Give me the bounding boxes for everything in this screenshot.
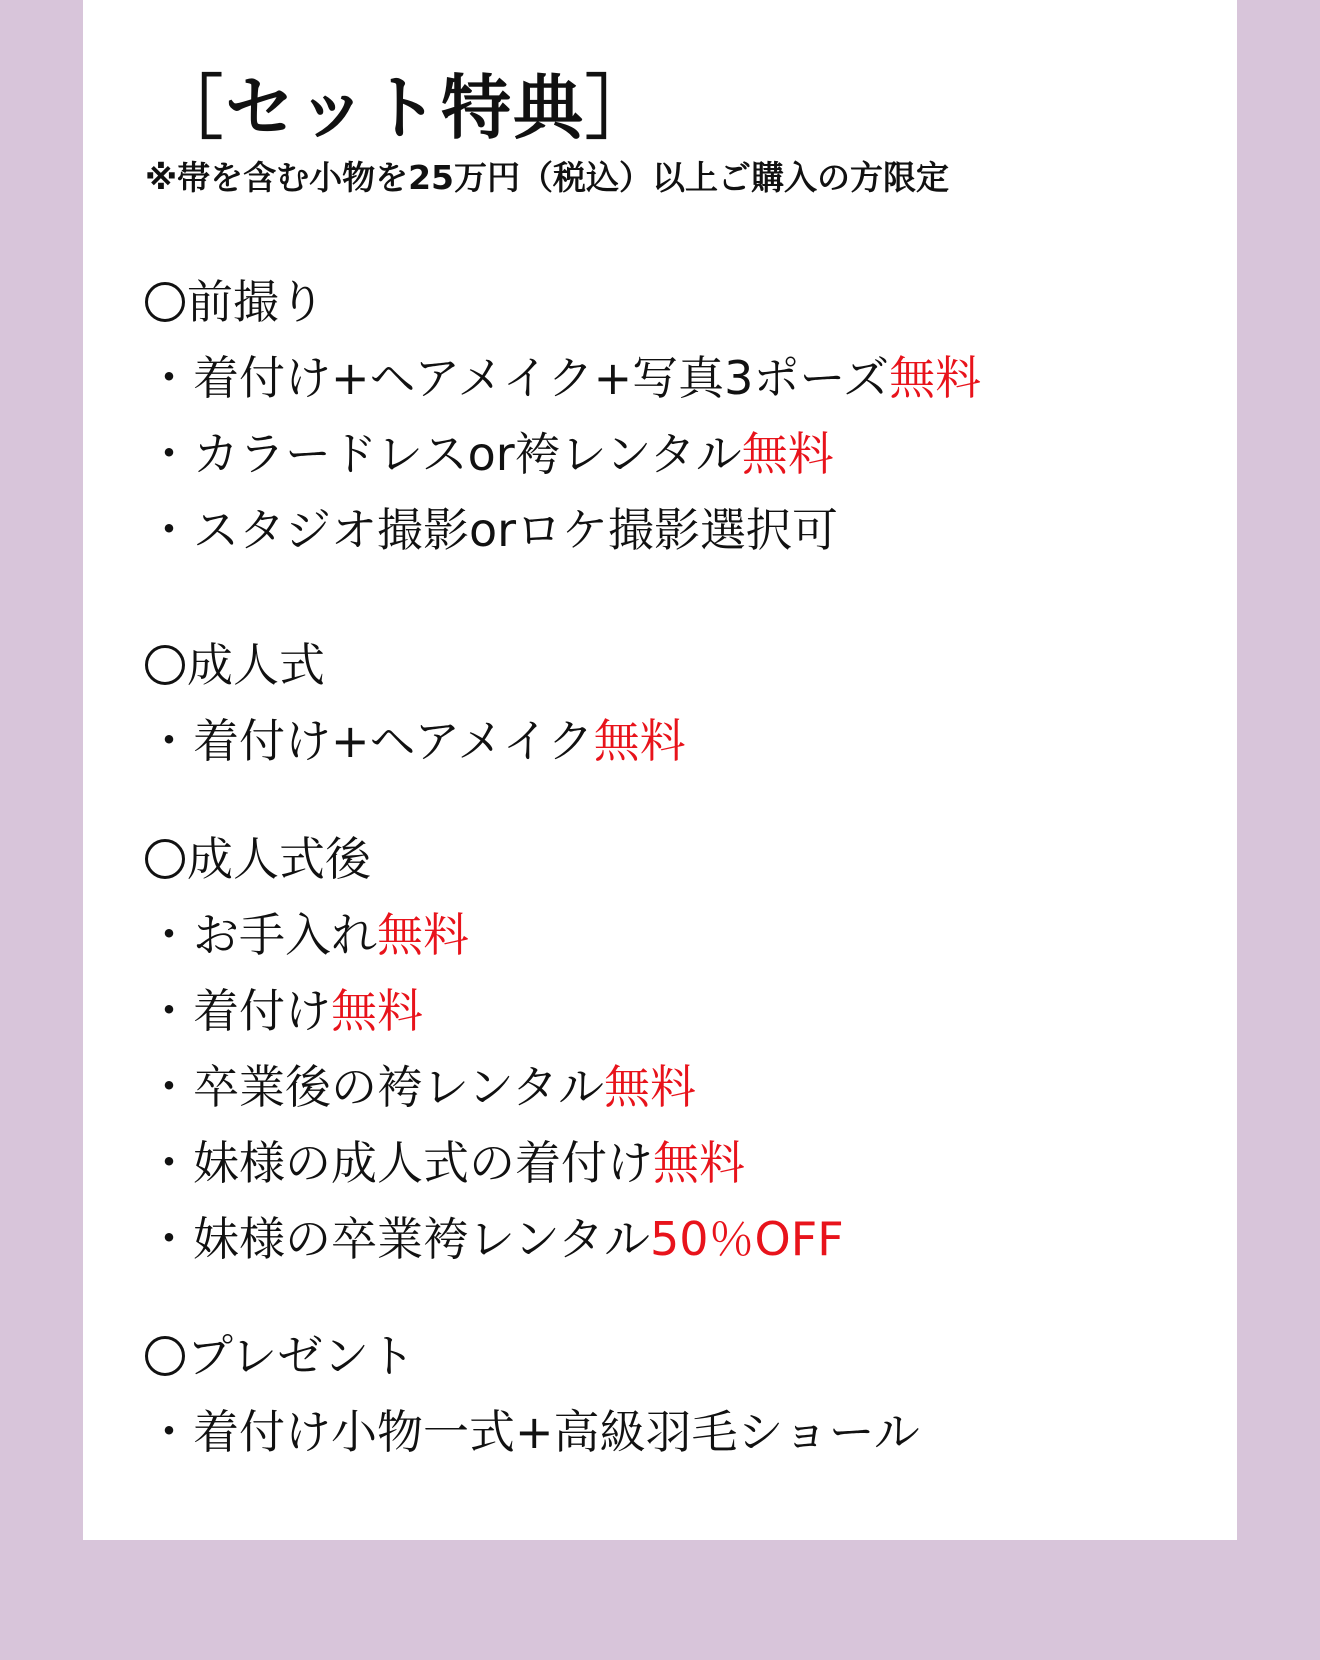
item-text: カラードレスor袴レンタル <box>193 427 742 481</box>
list-item <box>145 703 1205 779</box>
list-item <box>145 416 1205 492</box>
item-highlight: 無料 <box>604 1060 697 1114</box>
section-maedori <box>145 264 1205 568</box>
bullet-icon: ・ <box>146 1060 192 1114</box>
item-highlight: 無料 <box>377 908 469 962</box>
item-highlight: 50％OFF <box>650 1212 844 1266</box>
eligibility-note: ※帯を含む小物を25万円（税込）以上ご購入の方限定 <box>145 158 950 197</box>
item-text: 卒業後の袴レンタル <box>193 1060 605 1114</box>
item-text: 妹様の卒業袴レンタル <box>193 1212 651 1266</box>
bullet-icon: ・ <box>146 714 192 768</box>
section-after-seijinshiki <box>145 821 1205 1277</box>
circle-icon <box>145 645 185 685</box>
list-item <box>145 973 1205 1049</box>
bullet-icon: ・ <box>146 908 192 962</box>
list-item <box>145 1394 1205 1470</box>
bullet-icon: ・ <box>146 351 192 405</box>
item-text: 着付け <box>193 984 331 1038</box>
item-text: お手入れ <box>193 908 377 962</box>
circle-icon <box>145 282 185 322</box>
item-text: 着付け+ヘアメイク <box>193 714 594 768</box>
page-title: ［セット特典］ <box>153 67 657 149</box>
item-text: 妹様の成人式の着付け <box>193 1136 653 1190</box>
item-highlight: 無料 <box>889 351 982 405</box>
section-heading <box>145 821 1205 897</box>
section-heading-label: 成人式後 <box>187 832 371 886</box>
section-heading-label: 成人式 <box>187 638 325 692</box>
list-item <box>145 897 1205 973</box>
bullet-icon: ・ <box>146 427 192 481</box>
item-highlight: 無料 <box>331 984 423 1038</box>
section-present <box>145 1318 1205 1470</box>
list-item <box>145 1125 1205 1201</box>
item-highlight: 無料 <box>593 714 686 768</box>
list-item <box>145 340 1205 416</box>
section-seijinshiki <box>145 627 1205 779</box>
benefits-card <box>83 0 1237 1540</box>
item-text: 着付け小物一式+高級羽毛ショール <box>193 1405 920 1459</box>
item-text: 着付け+ヘアメイク+写真3ポーズ <box>193 351 890 405</box>
bullet-icon: ・ <box>146 984 192 1038</box>
circle-icon <box>145 1336 185 1376</box>
bullet-icon: ・ <box>146 1136 192 1190</box>
section-heading <box>145 627 1205 703</box>
section-heading <box>145 1318 1205 1394</box>
bullet-icon: ・ <box>146 503 192 557</box>
section-heading <box>145 264 1205 340</box>
bullet-icon: ・ <box>146 1212 192 1266</box>
section-heading-label: 前撮り <box>187 275 325 329</box>
item-highlight: 無料 <box>741 427 834 481</box>
list-item <box>145 1201 1205 1277</box>
item-text: スタジオ撮影orロケ撮影選択可 <box>193 503 839 557</box>
list-item <box>145 492 1205 568</box>
bullet-icon: ・ <box>146 1405 192 1459</box>
item-highlight: 無料 <box>653 1136 745 1190</box>
list-item <box>145 1049 1205 1125</box>
section-heading-label: プレゼント <box>187 1329 416 1383</box>
circle-icon <box>145 839 185 879</box>
